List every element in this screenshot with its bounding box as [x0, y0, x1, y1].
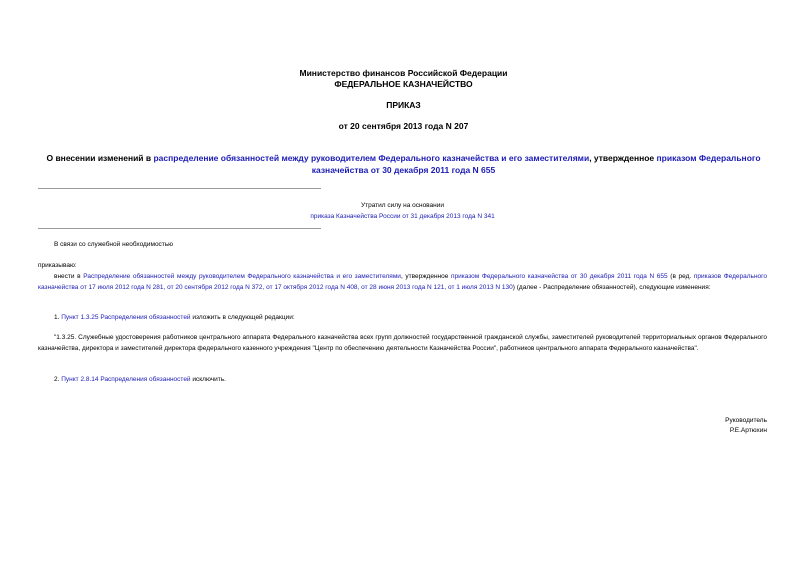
amendment-link-order[interactable]: приказом Федерального казначейства от 30 декабря 2011 года N 655 [450, 273, 668, 280]
agency-name: ФЕДЕРАЛЬНОЕ КАЗНАЧЕЙСТВО [334, 79, 473, 89]
divider-top [38, 188, 321, 189]
amendment-middle-2: (в ред. [667, 273, 694, 280]
amendment-link-distribution[interactable]: Распределение обязанностей между руководителем Федерального казначейства и его заместителями [83, 273, 401, 280]
amendment-paragraph [38, 272, 767, 293]
item-2-text: исключить. [190, 376, 226, 383]
document-date-number: от 20 сентября 2013 года N 207 [338, 121, 469, 131]
item-1-link[interactable]: Пункт 1.3.25 Распределения обязанностей [61, 314, 191, 321]
amendment-link-revisions[interactable]: приказов Федерального казначейства от 17 июля 2012 года N 281, от 20 сентября 2012 года N 372, от 17 октября 2012 года N 408, от 28 июня 2013 года N 121, от 1 июля 2013 N 130 [38, 273, 767, 291]
title-middle: , утвержденное [589, 153, 657, 163]
amendment-suffix: ) (далее - Распределение обязанностей), следующие изменения: [512, 283, 711, 291]
lost-force-basis-link[interactable]: приказа Казначейства России от 31 декабря 2013 года N 341 [310, 213, 495, 220]
divider-bottom [38, 228, 321, 229]
quoted-new-text: "1.3.25. Служебные удостоверения работников центрального аппарата Федерального казначейства всех групп должностей государственной гражданской службы, заместителей руководителей территориальных органов Федерального казначейства, директора и заместителей директора федерального казенного учреждения "Центр по обеспечению деятельности Казначейства России", работников центрального аппарата Федерального казначейства". [38, 334, 767, 352]
ministry-name: Министерство финансов Российской Федерации [299, 68, 508, 78]
item-2-link[interactable]: Пункт 2.8.14 Распределения обязанностей [61, 376, 191, 383]
intro-paragraph: В связи со служебной необходимостью [54, 241, 174, 248]
item-1-text: изложить в следующей редакции: [190, 314, 295, 321]
signature-position: Руководитель [725, 417, 767, 424]
item-1-paragraph [54, 313, 295, 324]
order-word: приказываю: [38, 262, 77, 269]
document-type: ПРИКАЗ [386, 100, 421, 110]
amendment-prefix: внести в [54, 273, 84, 280]
title-link-order[interactable]: приказом Федерального казначейства от 30 декабря 2011 года N 655 [311, 153, 761, 175]
item-2-number: 2. [54, 376, 62, 383]
title-prefix: О внесении изменений в [46, 153, 154, 163]
title-link-distribution[interactable]: распределение обязанностей между руководителем Федерального казначейства и его заместителями [153, 153, 590, 163]
item-2-paragraph [54, 375, 226, 386]
signature-name: Р.Е.Артюхин [729, 427, 767, 434]
document-title [40, 152, 767, 176]
lost-force-note: Утратил силу на основании [360, 202, 445, 209]
item-1-number: 1. [54, 314, 62, 321]
amendment-middle-1: , утвержденное [400, 273, 451, 280]
